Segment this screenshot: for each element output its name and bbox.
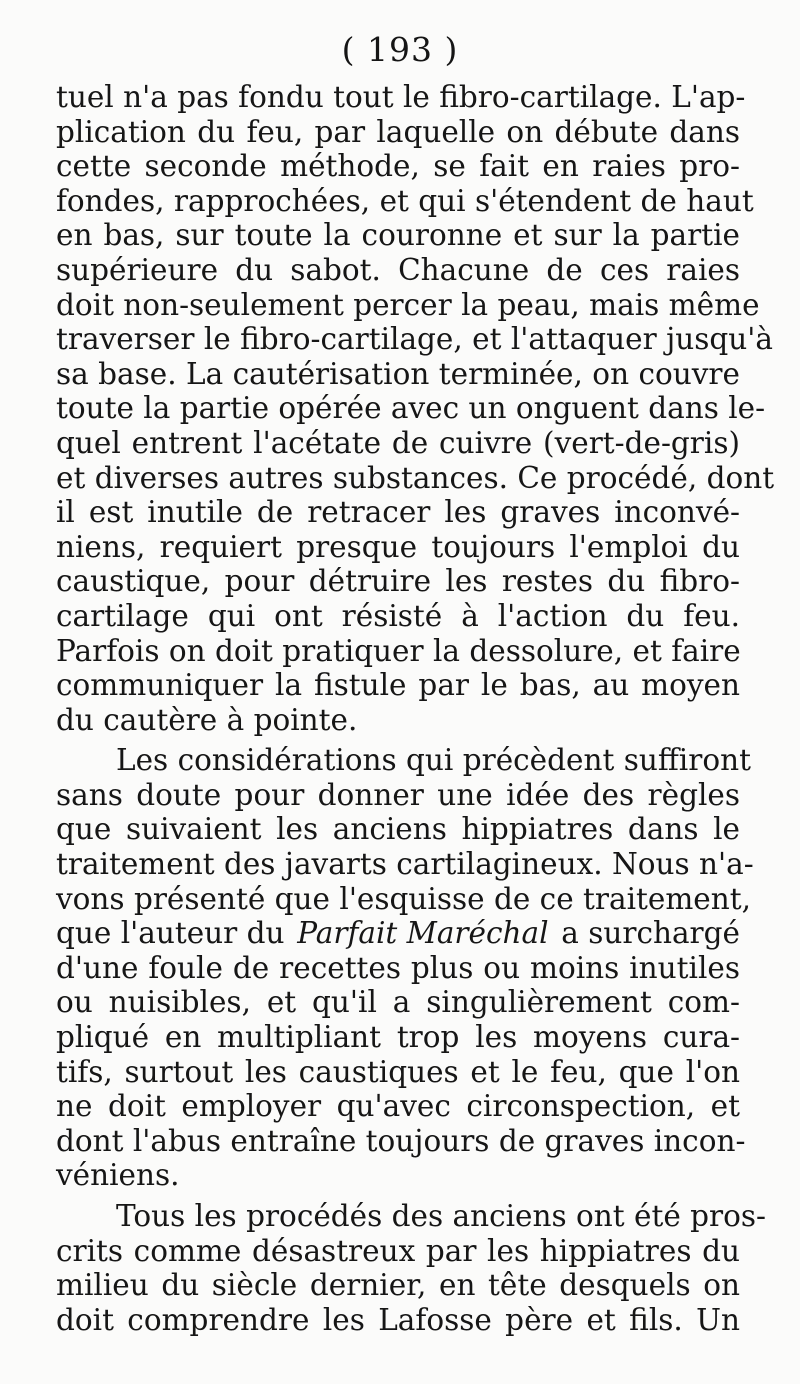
paragraph: [56, 743, 754, 1193]
text-line: vons présenté que l'esquisse de ce traitement,: [56, 881, 751, 916]
text-line: sa base. La cautérisation terminée, on couvre: [56, 356, 740, 391]
text-line: il est inutile de retracer les graves inconvé-: [56, 495, 740, 530]
text-line: supérieure du sabot. Chacune de ces raies: [56, 252, 740, 287]
line-text: a surchargé: [561, 916, 740, 951]
text-line: dont l'abus entraîne toujours de graves incon-: [56, 1123, 746, 1158]
text-line: d'une foule de recettes plus ou moins inutiles: [56, 950, 740, 985]
text-line: Les considérations qui précèdent suffiront: [116, 743, 751, 778]
text-line: Tous les procédés des anciens ont été pros-: [116, 1199, 767, 1233]
text-line: communiquer la fistule par le bas, au moyen: [56, 668, 740, 703]
text-line: doit non-seulement percer la peau, mais même: [56, 287, 760, 322]
body-text: [56, 80, 775, 1337]
book-title: Parfait Maréchal: [297, 916, 549, 951]
paragraph: [56, 1199, 767, 1337]
text-line: caustique, pour détruire les restes du fibro-: [56, 564, 740, 599]
text-line: traverser le fibro-cartilage, et l'attaquer jusqu'à: [56, 322, 773, 357]
text-line: en bas, sur toute la couronne et sur la partie: [56, 218, 740, 253]
text-line: plication du feu, par laquelle on débute dans: [56, 114, 740, 149]
text-line: cette seconde méthode, se fait en raies pro-: [56, 149, 740, 184]
text-line: toute la partie opérée avec un onguent dans le-: [56, 391, 766, 426]
paragraph: [56, 80, 775, 737]
text-line: que suivaient les anciens hippiatres dans le: [56, 812, 740, 847]
text-line: sans doute pour donner une idée des règles: [56, 777, 740, 812]
text-line: doit comprendre les Lafosse père et fils. Un: [56, 1302, 740, 1337]
text-line: tuel n'a pas fondu tout le fibro-cartilage. L'ap-: [56, 80, 746, 114]
page-number: ( 193 ): [341, 30, 459, 69]
text-line: du cautère à pointe.: [56, 702, 358, 737]
text-line: ne doit employer qu'avec circonspection, et: [56, 1089, 740, 1124]
text-line: et diverses autres substances. Ce procédé, dont: [56, 460, 775, 495]
text-line: véniens.: [56, 1158, 180, 1193]
text-line: quel entrent l'acétate de cuivre (vert-de-gris): [56, 425, 740, 460]
text-line: traitement des javarts cartilagineux. Nous n'a-: [56, 847, 754, 882]
text-line-with-title: [56, 916, 740, 951]
text-line: crits comme désastreux par les hippiatres du: [56, 1233, 740, 1268]
text-line: milieu du siècle dernier, en tête desquels on: [56, 1268, 740, 1303]
text-line: tifs, surtout les caustiques et le feu, que l'on: [56, 1054, 740, 1089]
line-text: que l'auteur du: [56, 916, 285, 951]
text-line: Parfois on doit pratiquer la dessolure, et faire: [56, 633, 741, 668]
text-line: cartilage qui ont résisté à l'action du feu.: [56, 598, 740, 633]
text-line: fondes, rapprochées, et qui s'étendent de haut: [56, 183, 754, 218]
text-line: pliqué en multipliant trop les moyens cura-: [56, 1020, 740, 1055]
text-line: ou nuisibles, et qu'il a singulièrement com-: [56, 985, 740, 1020]
text-line: niens, requiert presque toujours l'emploi du: [56, 529, 740, 564]
